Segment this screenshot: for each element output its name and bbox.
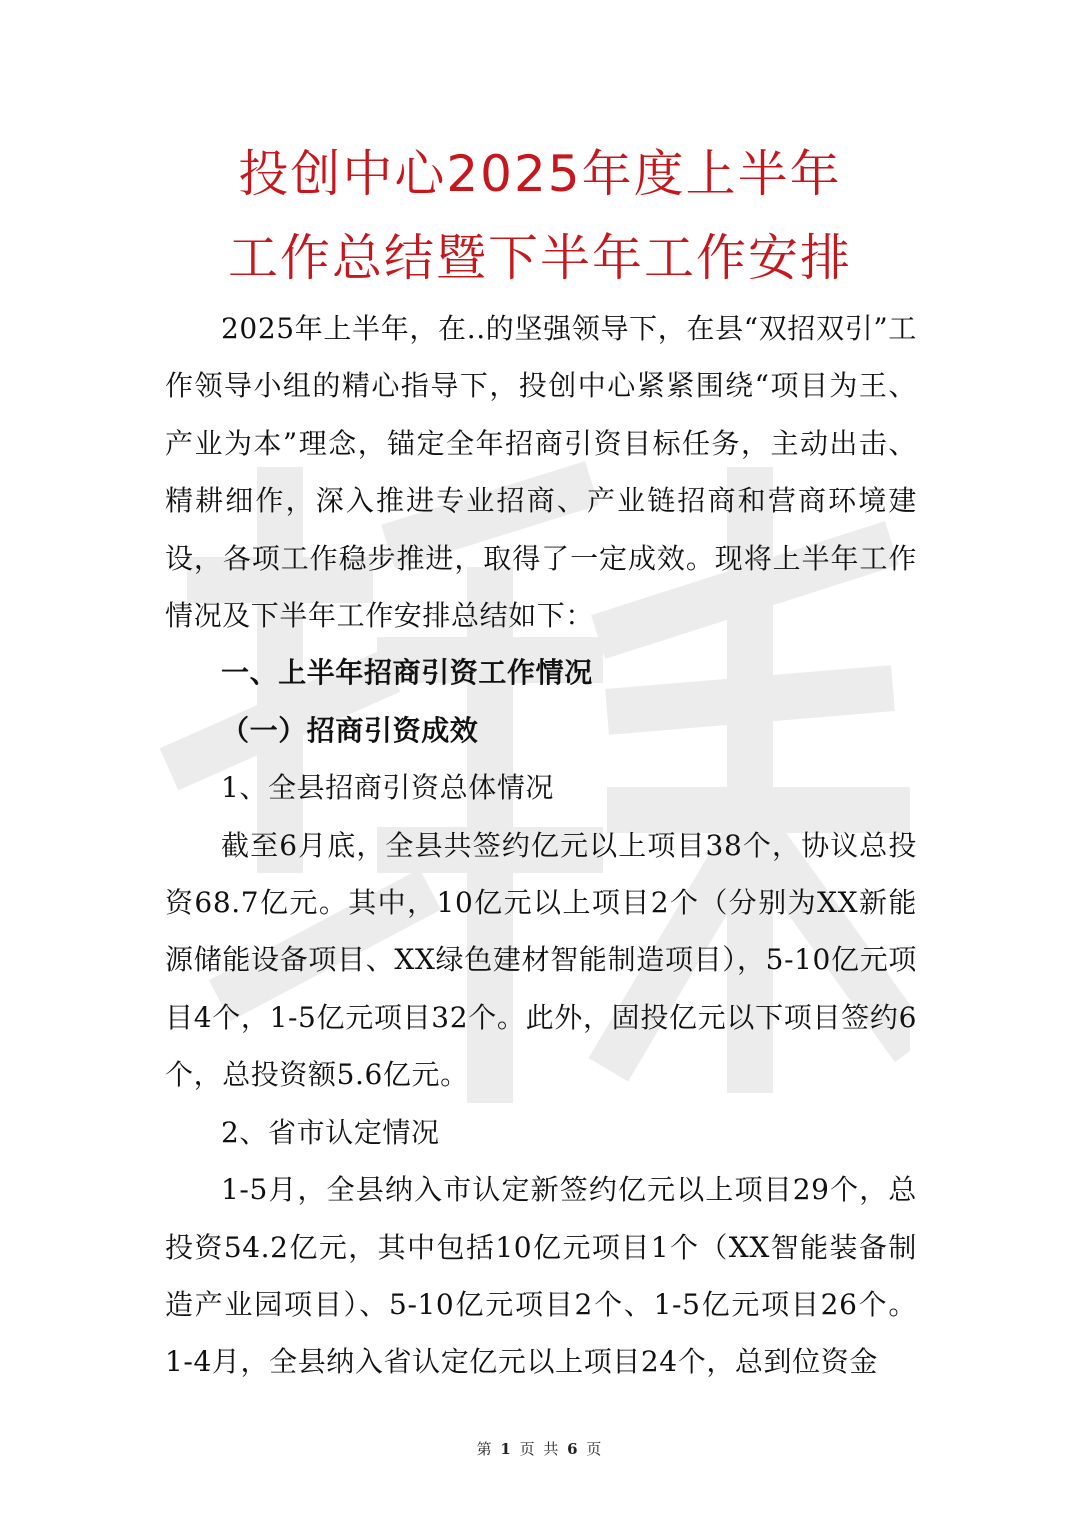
intro-paragraph: 2025年上半年，在..的坚强领导下，在县“双招双引”工作领导小组的精心指导下，投创中心紧紧围绕“项目为王、产业为本”理念，锚定全年招商引资目标任务，主动出击、精耕细作，深入推进专业招商、产业链招商和营商环境建设，各项工作稳步推进，取得了一定成效。现将上半年工作情况及下半年工作安排总结如下： <box>165 312 917 633</box>
footer-total-pages: 6 <box>567 1440 580 1458</box>
item-heading-2: 2、省市认定情况 <box>221 1115 440 1149</box>
footer-current-page: 1 <box>500 1440 513 1458</box>
item-paragraph-2: 1-5月，全县纳入市认定新签约亿元以上项目29个，总投资54.2亿元，其中包括10亿元项目1个（XX智能装备制造产业园项目）、5-10亿元项目2个、1-5亿元项目26个。1-4月，全县纳入省认定亿元以上项目24个，总到位资金 <box>165 1173 917 1379</box>
document-title-line-1: 投创中心2025年度上半年 <box>238 145 842 203</box>
page-footer <box>0 1438 1080 1459</box>
footer-middle: 页 共 <box>519 1440 561 1458</box>
subsection-heading-1: （一）招商引资成效 <box>221 713 479 747</box>
footer-prefix: 第 <box>476 1440 494 1458</box>
item-heading-1: 1、全县招商引资总体情况 <box>221 771 555 805</box>
section-heading-1: 一、上半年招商引资工作情况 <box>221 656 593 690</box>
document-title-line-2: 工作总结暨下半年工作安排 <box>228 229 852 287</box>
item-paragraph-1: 截至6月底，全县共签约亿元以上项目38个，协议总投资68.7亿元。其中，10亿元以上项目2个（分别为XX新能源储能设备项目、XX绿色建材智能制造项目），5-10亿元项目4个，1-5亿元项目32个。此外，固投亿元以下项目签约6个，总投资额5.6亿元。 <box>165 828 917 1092</box>
document-body <box>165 300 917 1391</box>
footer-suffix: 页 <box>586 1440 604 1458</box>
